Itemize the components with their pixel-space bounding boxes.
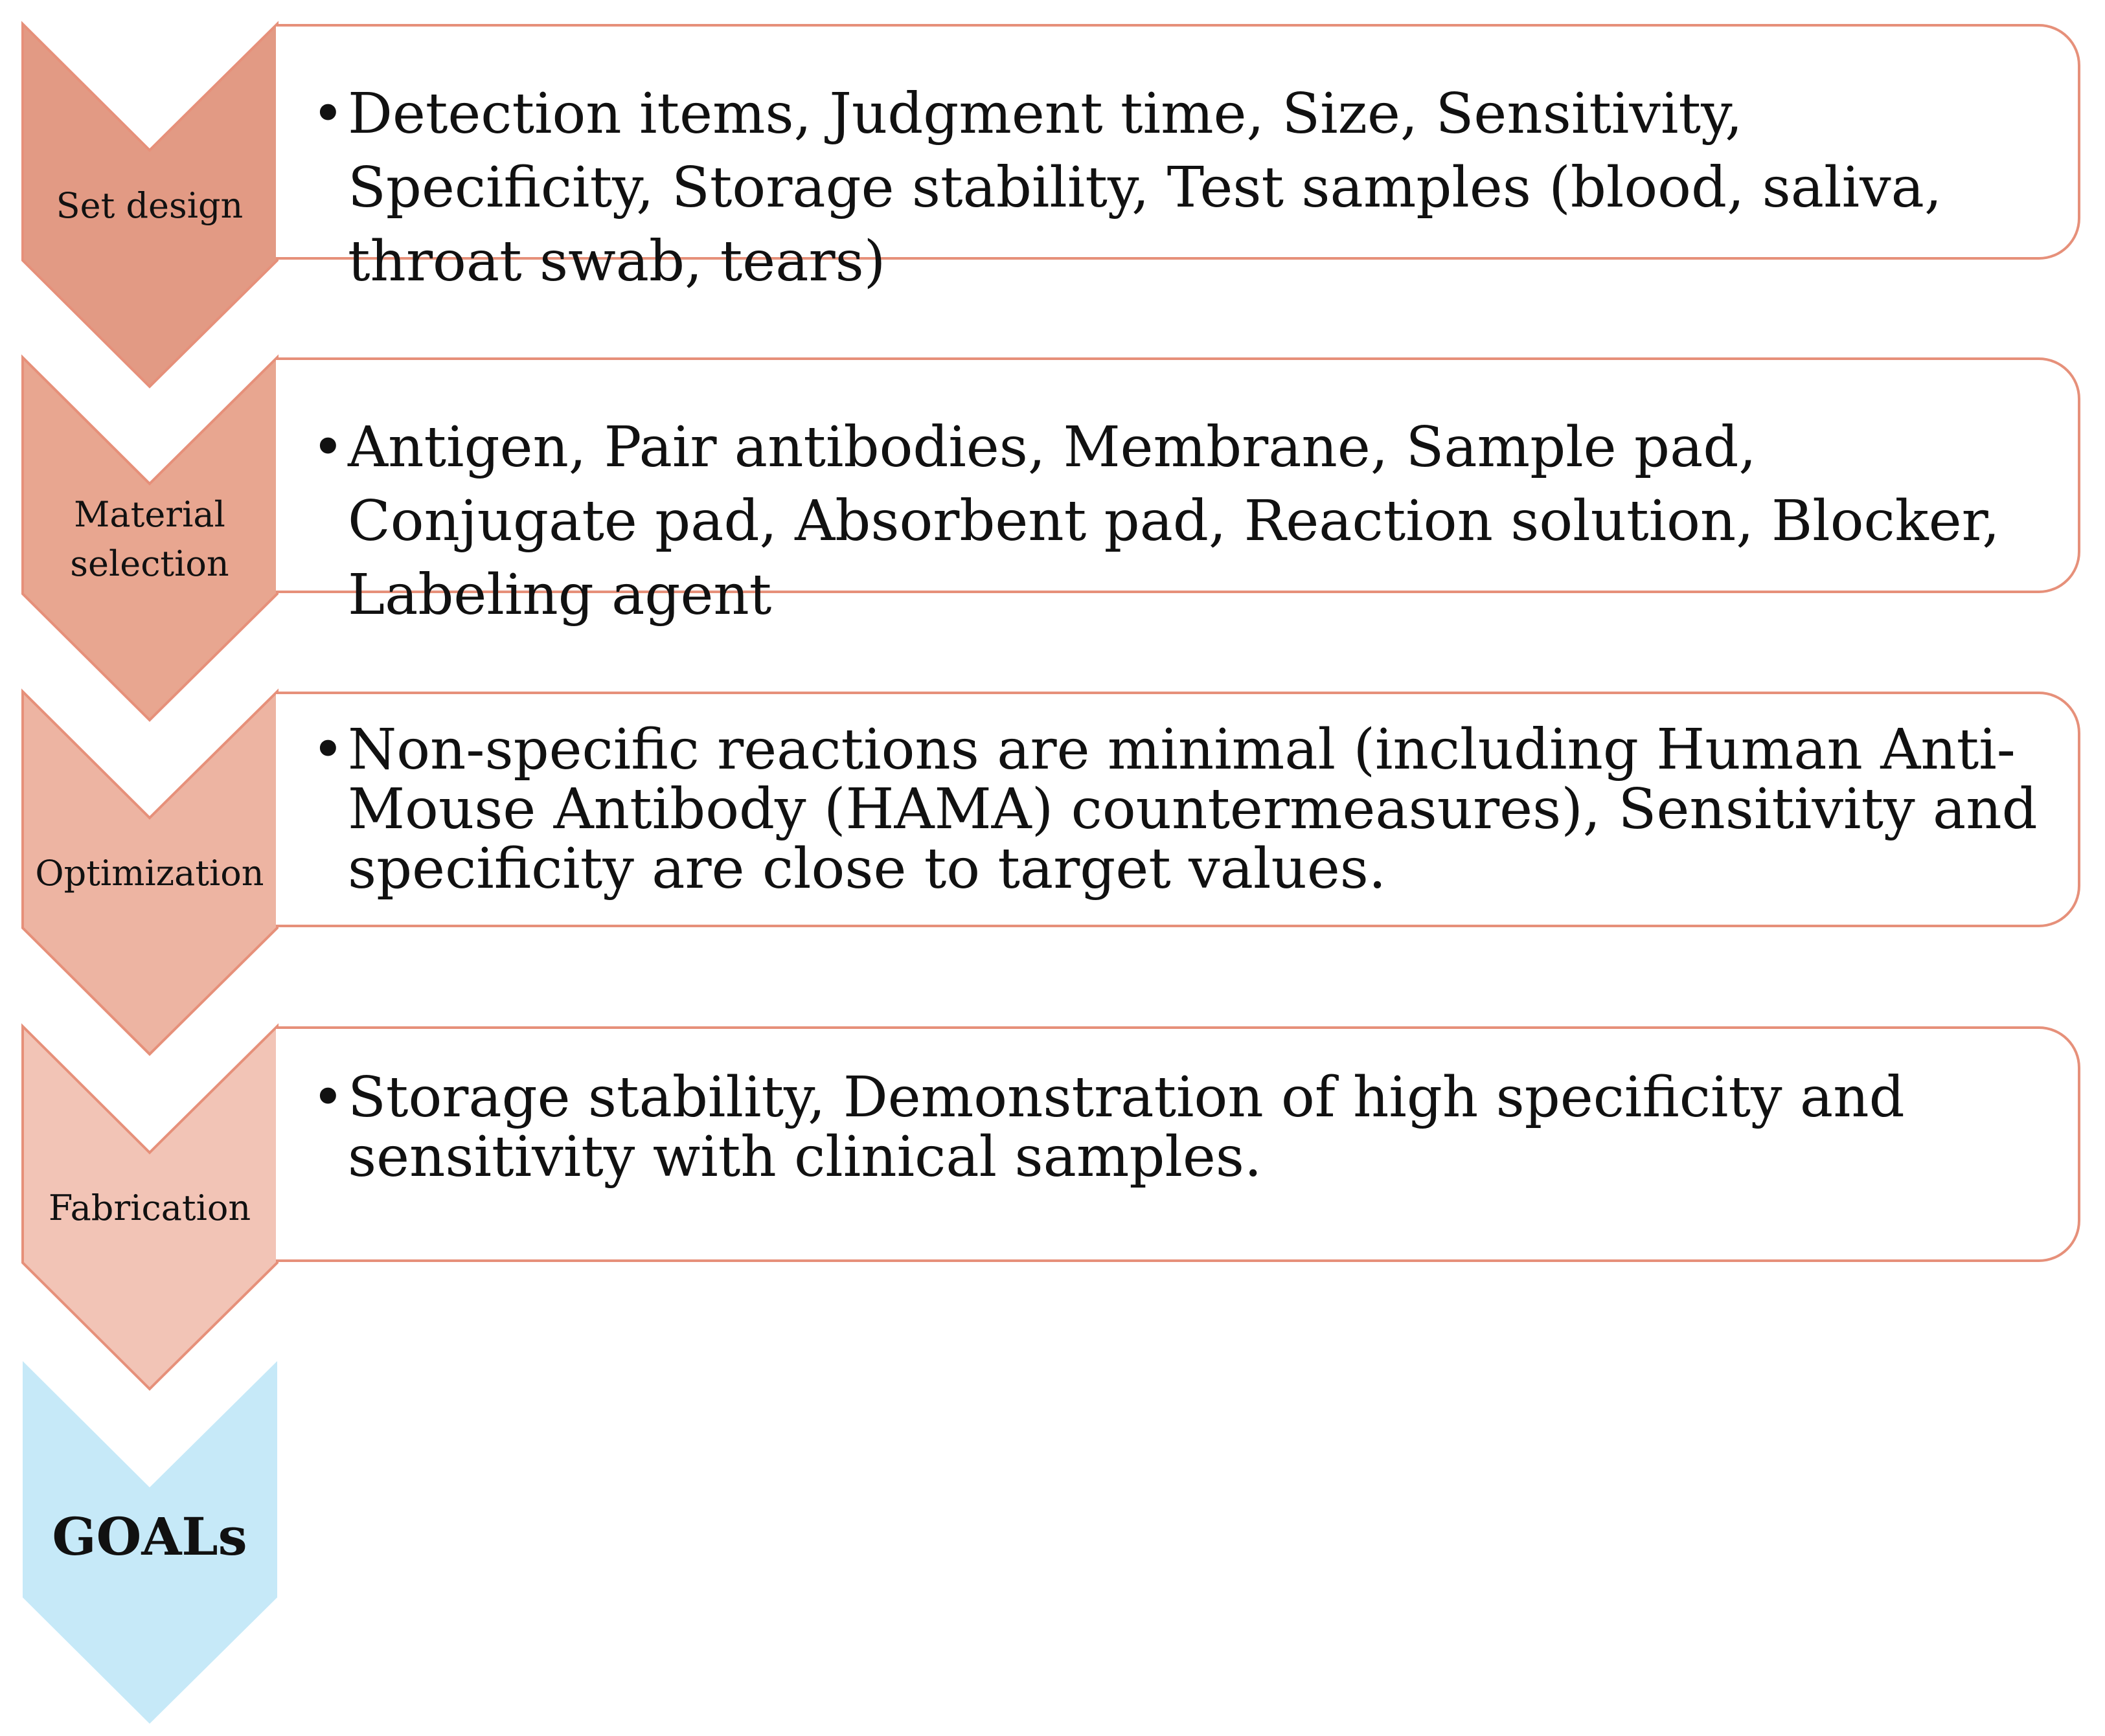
step-detail-bullet [312,1065,2045,1189]
step-label: Fabrication [48,1188,251,1228]
step-chevron-3 [23,692,277,1054]
goal-label: GOALs [52,1505,247,1567]
step-detail-box-2 [276,357,2080,627]
step-label: Optimization [35,853,264,894]
step-detail-text: Detection items, Judgment time, Size, Sensitivity, Specificity, Storage stability, Test samples (blood, saliva, throat swab, tears) [348,82,1942,294]
step-detail-text: Storage stability, Demonstration of high specificity and sensitivity with clinical samples. [348,1065,1905,1189]
step-chevron-shape [23,357,277,720]
step-detail-box-3 [276,692,2080,927]
step-detail-bullet [312,77,2045,299]
step-detail-text: Non-specific reactions are minimal (including Human Anti-Mouse Antibody (HAMA) countermeasures), Sensitivity and specificity are close to target values. [348,717,2038,901]
step-detail-box-4 [276,1026,2080,1262]
step-chevron-1 [23,24,277,387]
chevron-column [23,24,277,1724]
step-detail-box-1 [276,24,2080,294]
bullet-icon: • [312,1065,345,1130]
goal-chevron [23,1361,277,1724]
bullet-icon: • [312,82,345,146]
step-detail-bullet [312,717,2045,901]
step-chevron-4 [23,1026,277,1389]
step-label: selection [70,543,229,584]
step-detail-text: Antigen, Pair antibodies, Membrane, Sample pad, Conjugate pad, Absorbent pad, Reaction solution, Blocker, Labeling agent [348,415,2000,627]
step-label: Material [74,494,225,535]
step-label: Set design [56,185,244,226]
step-detail-bullet [312,411,2045,632]
step-chevron-2 [23,357,277,720]
bullet-icon: • [312,717,345,782]
bullet-icon: • [312,415,345,480]
